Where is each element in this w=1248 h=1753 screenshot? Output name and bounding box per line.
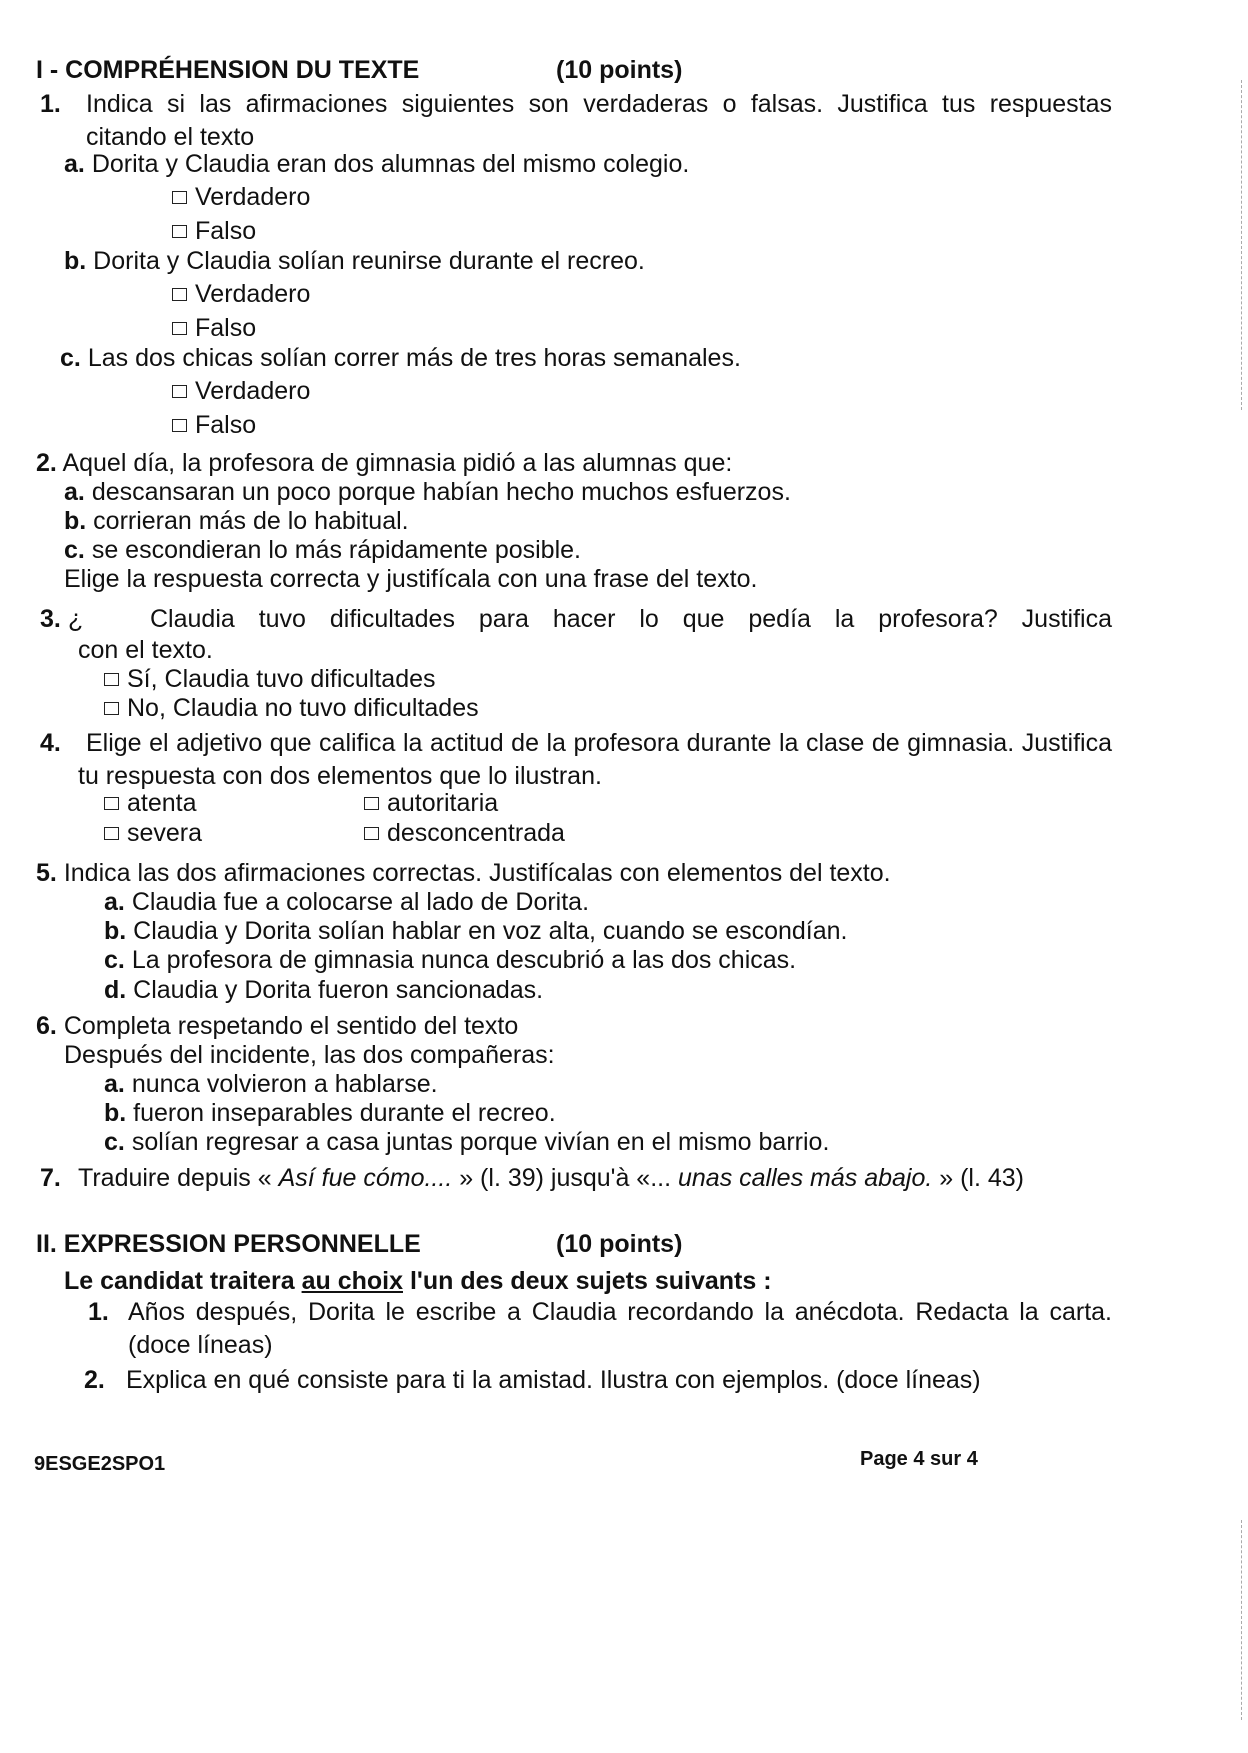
footer-page-number: Page 4 sur 4 [860,1448,978,1470]
checkbox-icon[interactable] [104,702,119,715]
q5-item-d-text: Claudia y Dorita fueron sancionadas. [133,976,544,1004]
q1-item-b-label: b. [64,247,87,275]
q5-item-c-label: c. [104,946,125,974]
subject-2 [84,1364,1112,1428]
question-7-number: 7. [40,1164,61,1192]
section-1-title: I - COMPRÉHENSION DU TEXTE [36,56,420,84]
checkbox-icon[interactable] [172,191,187,204]
scan-edge-line [1241,80,1242,410]
q1a-option-true[interactable] [172,181,310,214]
q5-item-d [104,974,543,1007]
q1-item-b [64,245,645,278]
option-label: Sí, Claudia tuvo dificultades [127,665,436,693]
q6-item-a-label: a. [104,1070,125,1098]
q1-item-a [64,148,689,181]
q1-item-c-label: c. [60,344,81,372]
question-3-mark: ¿ [68,605,84,633]
q1-item-a-text: Dorita y Claudia eran dos alumnas del mismo colegio. [91,150,690,178]
q1-item-c [60,342,741,375]
checkbox-icon[interactable] [104,797,119,810]
subject-1-text: Años después, Dorita le escribe a Claudia recordando la anécdota. Redacta la carta. (doce líneas) [128,1298,1112,1359]
subject-2-text: Explica en qué consiste para ti la amistad. Ilustra con ejemplos. (doce líneas) [126,1366,981,1394]
q6-item-b-text: fueron inseparables durante el recreo. [133,1099,556,1127]
question-2-number: 2. [36,449,57,477]
option-label: Falso [195,217,257,245]
option-label: severa [127,819,203,847]
section-2-title: II. EXPRESSION PERSONNELLE [36,1230,421,1258]
q5-item-c [104,944,796,977]
instruction-post: l'un des deux sujets suivants : [403,1267,772,1295]
q6-item-c-text: solían regresar a casa juntas porque vivían en el mismo barrio. [131,1128,830,1156]
q2-item-c-label: c. [64,536,85,564]
section-2-points: (10 points) [556,1230,683,1258]
q5-item-a-text: Claudia fue a colocarse al lado de Dorita. [131,888,590,916]
q1a-option-false[interactable] [172,215,256,248]
section-2-instruction [64,1265,772,1298]
q2-item-b-label: b. [64,507,87,535]
option-label: autoritaria [387,789,499,817]
q1b-option-true[interactable] [172,278,310,311]
q2-item-c-text: se escondieran lo más rápidamente posible. [91,536,581,564]
question-2-text: Aquel día, la profesora de gimnasia pidió a las alumnas que: [62,449,733,477]
q5-item-b-text: Claudia y Dorita solían hablar en voz alta, cuando se escondían. [133,917,848,945]
question-1-number: 1. [40,90,61,118]
checkbox-icon[interactable] [364,827,379,840]
option-label: Verdadero [195,377,311,405]
q7-quote-end: unas calles más abajo. [678,1164,933,1192]
q7-part-1: Traduire depuis « [78,1164,279,1192]
option-label: Verdadero [195,183,311,211]
q5-item-c-text: La profesora de gimnasia nunca descubrió a las dos chicas. [131,946,797,974]
checkbox-icon[interactable] [172,322,187,335]
q1c-option-true[interactable] [172,375,310,408]
checkbox-icon[interactable] [172,385,187,398]
q2-item-a-text: descansaran un poco porque habían hecho muchos esfuerzos. [91,478,791,506]
question-5-text: Indica las dos afirmaciones correctas. Justifícalas con elementos del texto. [63,859,891,887]
option-label: Falso [195,411,257,439]
checkbox-icon[interactable] [104,827,119,840]
checkbox-icon[interactable] [104,673,119,686]
q6-item-b-label: b. [104,1099,127,1127]
subject-1 [88,1296,1112,1360]
question-4-text: Elige el adjetivo que califica la actitud de la profesora durante la clase de gimnasia. Justifica tu respuesta con dos elementos que lo ilustran. [78,729,1112,790]
q6-item-c-label: c. [104,1128,125,1156]
option-label: Verdadero [195,280,311,308]
section-2-heading [36,1228,736,1261]
option-label: No, Claudia no tuvo dificultades [127,694,479,722]
question-1-text: Indica si las afirmaciones siguientes son verdaderas o falsas. Justifica tus respuestas citando el texto [86,90,1112,151]
question-5-number: 5. [36,859,57,887]
checkbox-icon[interactable] [172,225,187,238]
q7-quote-start: Así fue cómo.... [278,1164,453,1192]
q3-option-no[interactable] [104,692,479,725]
q4-option-severa[interactable] [104,817,202,850]
q4-option-atenta[interactable] [104,787,197,820]
question-3-number: 3. [40,605,61,633]
q6-item-a-text: nunca volvieron a hablarse. [131,1070,438,1098]
subject-2-number: 2. [84,1366,105,1394]
section-1-heading [36,54,736,87]
question-3-text: Claudia tuvo dificultades para hacer lo que pedía la profesora? Justifica [150,605,1112,633]
q6-item-c [104,1126,829,1159]
q5-item-d-label: d. [104,976,127,1004]
option-label: Falso [195,314,257,342]
q5-item-b-label: b. [104,917,127,945]
question-6-number: 6. [36,1012,57,1040]
q1-item-a-label: a. [64,150,85,178]
scan-edge-line [1241,1520,1242,1720]
question-6-text: Completa respetando el sentido del texto [63,1012,519,1040]
question-7 [40,1162,1112,1226]
instruction-underlined: au choix [301,1267,403,1295]
q2-item-a-label: a. [64,478,85,506]
q5-item-a-label: a. [104,888,125,916]
checkbox-icon[interactable] [172,288,187,301]
q4-option-autoritaria[interactable] [364,787,498,820]
subject-1-number: 1. [88,1298,109,1326]
q7-part-3: » (l. 39) jusqu'à «... [452,1164,678,1192]
q2-item-b-text: corrieran más de lo habitual. [93,507,409,535]
section-1-points: (10 points) [556,56,683,84]
question-4-number: 4. [40,729,61,757]
q1-item-b-text: Dorita y Claudia solían reunirse durante el recreo. [93,247,645,275]
q4-option-desconcentrada[interactable] [364,817,565,850]
footer-code: 9ESGE2SPO1 [34,1453,166,1475]
option-label: atenta [127,789,197,817]
q1-item-c-text: Las dos chicas solían correr más de tres horas semanales. [87,344,741,372]
question-3-text-2: con el texto. [78,636,213,664]
checkbox-icon[interactable] [364,797,379,810]
q1c-option-false[interactable] [172,409,256,442]
question-3 [40,603,1112,667]
q7-part-5: » (l. 43) [932,1164,1025,1192]
checkbox-icon[interactable] [172,419,187,432]
instruction-pre: Le candidat traitera [64,1267,302,1295]
question-7-text [78,1162,1112,1195]
q6-lead: Después del incidente, las dos compañeras: [64,1041,555,1069]
option-label: desconcentrada [387,819,565,847]
question-4 [40,727,1112,791]
q2-instruction: Elige la respuesta correcta y justifícala con una frase del texto. [64,565,758,593]
q1b-option-false[interactable] [172,312,256,345]
